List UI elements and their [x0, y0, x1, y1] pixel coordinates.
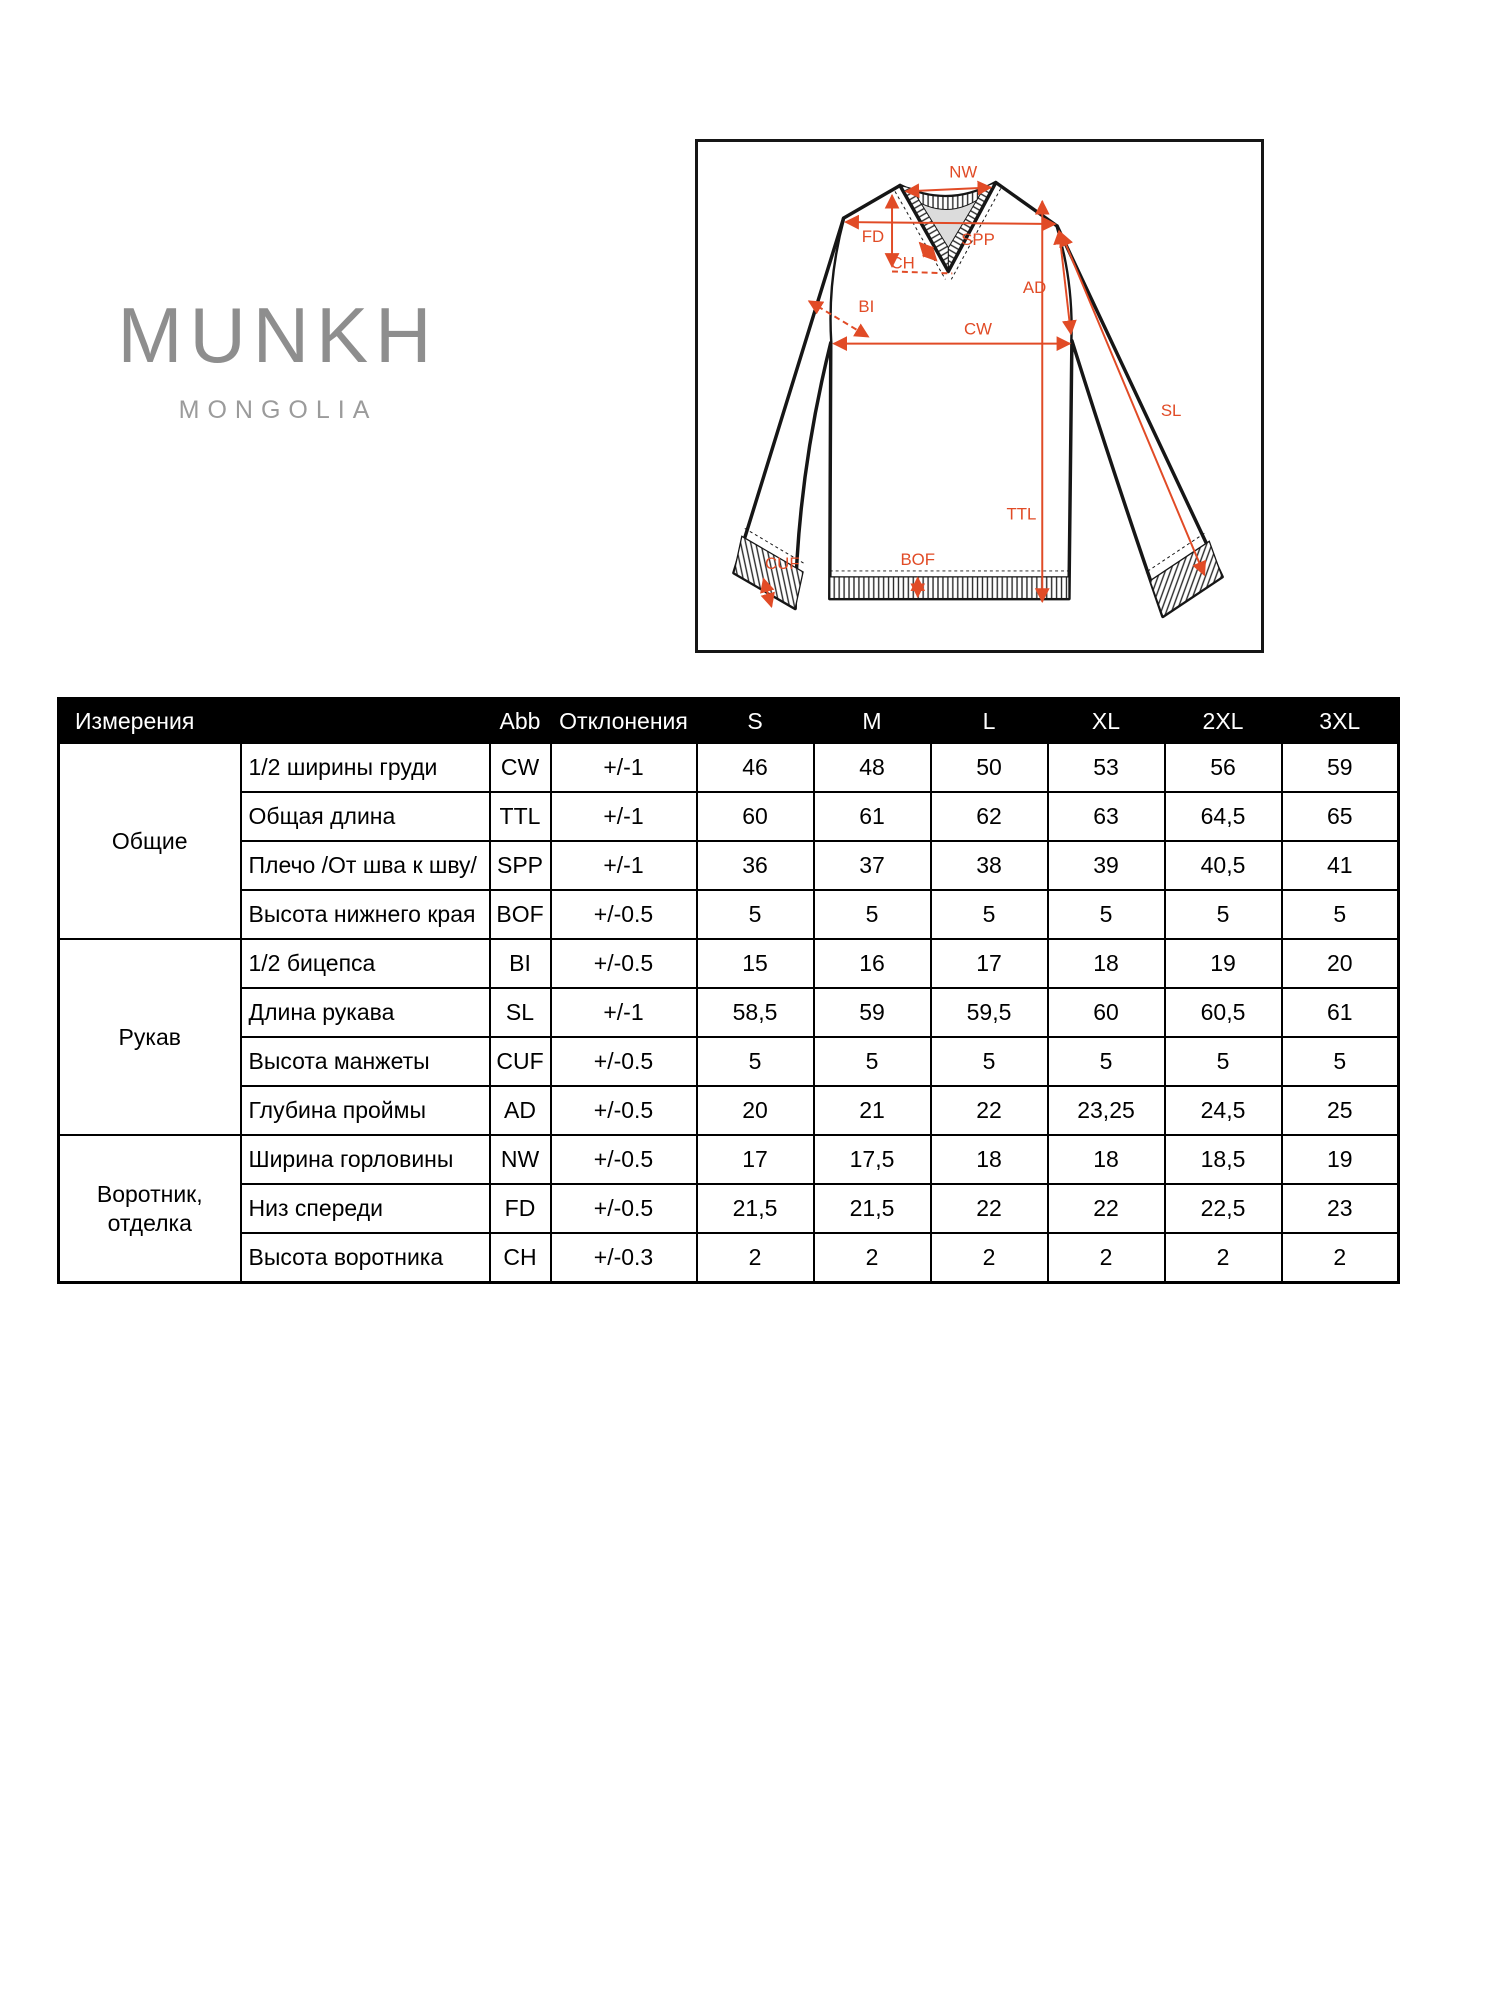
size-cell: 5 [931, 890, 1048, 939]
header-size-m: M [814, 699, 931, 744]
ttl-label: TTL [1006, 504, 1037, 524]
size-cell: 17 [931, 939, 1048, 988]
tolerance-cell: +/-0.5 [551, 1086, 697, 1135]
size-cell: 19 [1282, 1135, 1399, 1184]
header-size-3xl: 3XL [1282, 699, 1399, 744]
tolerance-cell: +/-1 [551, 792, 697, 841]
size-cell: 64,5 [1165, 792, 1282, 841]
table-row [59, 1135, 1399, 1184]
sweater-diagram-svg [698, 142, 1261, 650]
size-cell: 40,5 [1165, 841, 1282, 890]
size-cell: 5 [1282, 890, 1399, 939]
size-cell: 5 [697, 890, 814, 939]
size-cell: 39 [1048, 841, 1165, 890]
size-cell: 37 [814, 841, 931, 890]
size-cell: 48 [814, 743, 931, 792]
size-cell: 58,5 [697, 988, 814, 1037]
size-cell: 22 [1048, 1184, 1165, 1233]
size-cell: 2 [1282, 1233, 1399, 1283]
header-abb: Abb [490, 699, 551, 744]
cuf-label: CUF [765, 553, 800, 573]
size-cell: 61 [814, 792, 931, 841]
size-cell: 20 [1282, 939, 1399, 988]
size-cell: 18 [1048, 939, 1165, 988]
size-cell: 5 [1048, 890, 1165, 939]
table-row [59, 1037, 1399, 1086]
tolerance-cell: +/-1 [551, 988, 697, 1037]
size-cell: 19 [1165, 939, 1282, 988]
size-cell: 2 [1048, 1233, 1165, 1283]
group-name: Общие [59, 743, 241, 939]
size-cell: 25 [1282, 1086, 1399, 1135]
size-cell: 24,5 [1165, 1086, 1282, 1135]
spp-label: SPP [961, 229, 995, 249]
table-row [59, 1086, 1399, 1135]
tolerance-cell: +/-0.5 [551, 890, 697, 939]
abb-cell: NW [490, 1135, 551, 1184]
size-cell: 15 [697, 939, 814, 988]
size-cell: 20 [697, 1086, 814, 1135]
bof-label: BOF [900, 550, 935, 570]
size-cell: 23,25 [1048, 1086, 1165, 1135]
tolerance-cell: +/-0.5 [551, 1037, 697, 1086]
size-diagram [695, 139, 1264, 653]
header-size-l: L [931, 699, 1048, 744]
abb-cell: AD [490, 1086, 551, 1135]
size-cell: 17,5 [814, 1135, 931, 1184]
tolerance-cell: +/-1 [551, 743, 697, 792]
nw-label: NW [949, 162, 978, 182]
ad-label: AD [1022, 278, 1047, 298]
cw-label: CW [964, 319, 993, 339]
measure-label: Низ спереди [241, 1184, 490, 1233]
table-row [59, 1184, 1399, 1233]
abb-cell: FD [490, 1184, 551, 1233]
bi-label: BI [858, 296, 875, 316]
measure-label: Ширина горловины [241, 1135, 490, 1184]
abb-cell: CUF [490, 1037, 551, 1086]
size-cell: 65 [1282, 792, 1399, 841]
size-cell: 38 [931, 841, 1048, 890]
table-row [59, 890, 1399, 939]
size-cell: 18 [1048, 1135, 1165, 1184]
size-cell: 5 [1282, 1037, 1399, 1086]
size-cell: 53 [1048, 743, 1165, 792]
measure-label: Высота манжеты [241, 1037, 490, 1086]
size-cell: 5 [1048, 1037, 1165, 1086]
size-cell: 60 [697, 792, 814, 841]
fd-label: FD [861, 226, 885, 246]
header-tolerance: Отклонения [551, 699, 697, 744]
size-cell: 17 [697, 1135, 814, 1184]
brand-logo [88, 291, 468, 425]
measure-label: 1/2 бицепса [241, 939, 490, 988]
group-name: Воротник, отделка [59, 1135, 241, 1283]
measure-label: Глубина проймы [241, 1086, 490, 1135]
size-cell: 2 [697, 1233, 814, 1283]
size-cell: 22,5 [1165, 1184, 1282, 1233]
table-row [59, 743, 1399, 792]
group-name: Рукав [59, 939, 241, 1135]
size-cell: 60,5 [1165, 988, 1282, 1037]
table-row [59, 1233, 1399, 1283]
size-cell: 16 [814, 939, 931, 988]
measure-label: 1/2 ширины груди [241, 743, 490, 792]
size-cell: 41 [1282, 841, 1399, 890]
size-cell: 22 [931, 1086, 1048, 1135]
size-cell: 23 [1282, 1184, 1399, 1233]
measure-label: Высота нижнего края [241, 890, 490, 939]
size-cell: 5 [1165, 1037, 1282, 1086]
measure-label: Плечо /От шва к шву/ [241, 841, 490, 890]
size-cell: 5 [697, 1037, 814, 1086]
size-table [57, 697, 1400, 1284]
size-cell: 21,5 [697, 1184, 814, 1233]
size-cell: 5 [931, 1037, 1048, 1086]
size-cell: 18 [931, 1135, 1048, 1184]
size-cell: 21 [814, 1086, 931, 1135]
header-measures: Измерения [59, 699, 490, 744]
size-cell: 22 [931, 1184, 1048, 1233]
size-cell: 46 [697, 743, 814, 792]
size-cell: 21,5 [814, 1184, 931, 1233]
tolerance-cell: +/-0.5 [551, 1135, 697, 1184]
sl-label: SL [1160, 400, 1182, 420]
size-cell: 63 [1048, 792, 1165, 841]
table-row [59, 939, 1399, 988]
abb-cell: CW [490, 743, 551, 792]
size-cell: 59 [1282, 743, 1399, 792]
header-size-s: S [697, 699, 814, 744]
ch-label: CH [890, 253, 915, 273]
size-cell: 61 [1282, 988, 1399, 1037]
size-cell: 5 [814, 890, 931, 939]
size-cell: 2 [814, 1233, 931, 1283]
abb-cell: SL [490, 988, 551, 1037]
size-cell: 36 [697, 841, 814, 890]
measure-label: Длина рукава [241, 988, 490, 1037]
table-row [59, 988, 1399, 1037]
brand-name: MUNKH [117, 291, 439, 379]
measure-label: Высота воротника [241, 1233, 490, 1283]
abb-cell: CH [490, 1233, 551, 1283]
table-header-row [59, 699, 1399, 744]
header-size-xl: XL [1048, 699, 1165, 744]
size-cell: 5 [1165, 890, 1282, 939]
size-cell: 50 [931, 743, 1048, 792]
header-size-2xl: 2XL [1165, 699, 1282, 744]
tolerance-cell: +/-1 [551, 841, 697, 890]
size-cell: 62 [931, 792, 1048, 841]
size-cell: 60 [1048, 988, 1165, 1037]
tolerance-cell: +/-0.5 [551, 1184, 697, 1233]
abb-cell: SPP [490, 841, 551, 890]
size-cell: 18,5 [1165, 1135, 1282, 1184]
size-cell: 56 [1165, 743, 1282, 792]
table-row [59, 792, 1399, 841]
abb-cell: BOF [490, 890, 551, 939]
tolerance-cell: +/-0.5 [551, 939, 697, 988]
size-cell: 59 [814, 988, 931, 1037]
brand-subtitle: MONGOLIA [178, 396, 378, 424]
size-cell: 2 [931, 1233, 1048, 1283]
tolerance-cell: +/-0.3 [551, 1233, 697, 1283]
size-cell: 59,5 [931, 988, 1048, 1037]
table-row [59, 841, 1399, 890]
size-cell: 2 [1165, 1233, 1282, 1283]
measure-label: Общая длина [241, 792, 490, 841]
size-cell: 5 [814, 1037, 931, 1086]
abb-cell: BI [490, 939, 551, 988]
abb-cell: TTL [490, 792, 551, 841]
